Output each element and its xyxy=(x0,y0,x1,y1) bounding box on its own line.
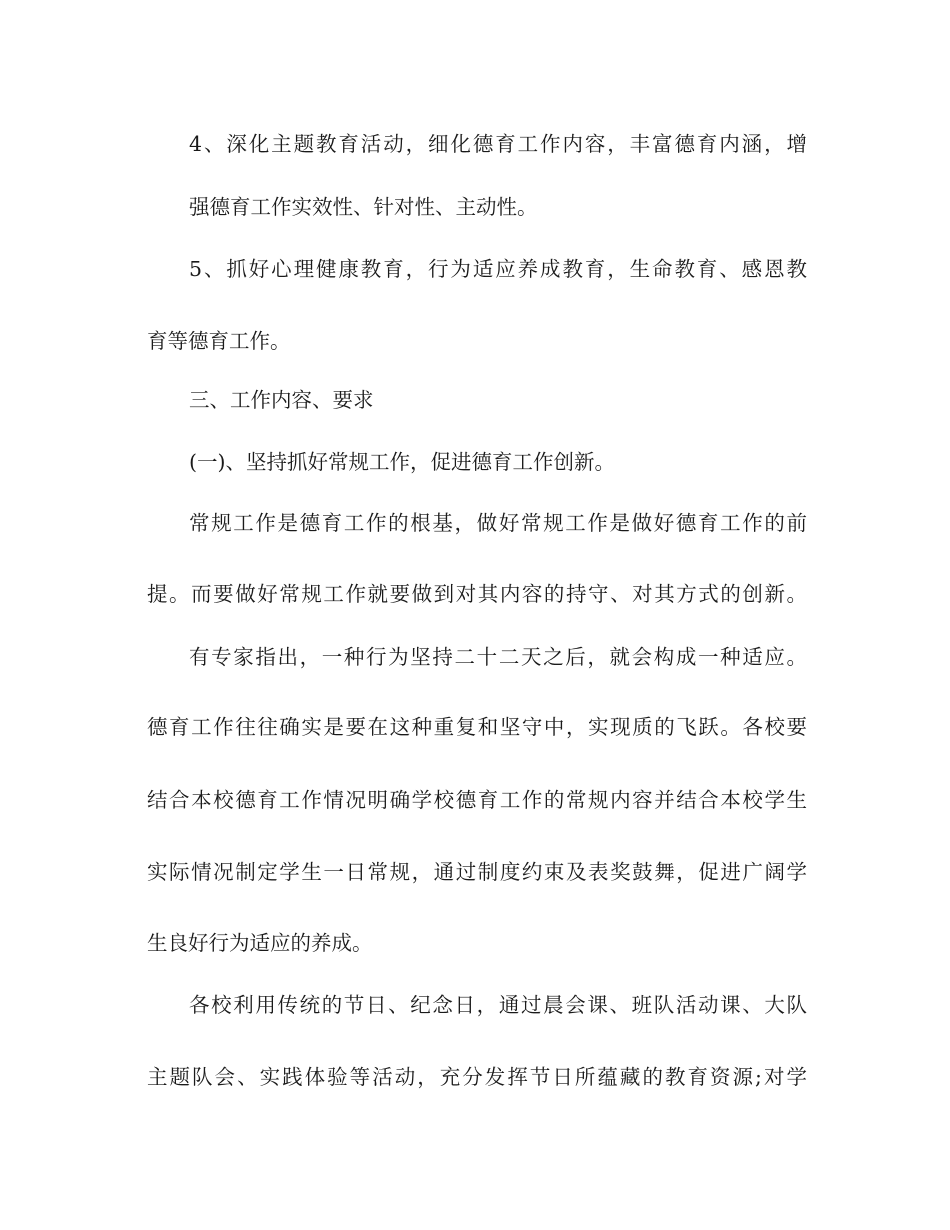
section-heading: 三、工作内容、要求 xyxy=(189,388,374,412)
paragraph-line: 结合本校德育工作情况明确学校德育工作的常规内容并结合本校学生 xyxy=(147,788,807,812)
paragraph-line: 各校利用传统的节日、纪念日，通过晨会课、班队活动课、大队 xyxy=(189,993,807,1017)
paragraph-line: 常规工作是德育工作的根基，做好常规工作是做好德育工作的前 xyxy=(189,511,807,535)
paragraph-line: 育等德育工作。 xyxy=(147,329,291,353)
paragraph-line: 提。而要做好常规工作就要做到对其内容的持守、对其方式的创新。 xyxy=(147,582,807,606)
paragraph-line: 生良好行为适应的养成。 xyxy=(147,931,373,955)
paragraph-line: 强德育工作实效性、针对性、主动性。 xyxy=(189,195,538,219)
paragraph-line: 主题队会、实践体验等活动，充分发挥节日所蕴藏的教育资源;对学 xyxy=(147,1065,807,1089)
paragraph-line: 德育工作往往确实是要在这种重复和坚守中，实现质的飞跃。各校要 xyxy=(147,715,807,739)
paragraph-line: 4、深化主题教育活动，细化德育工作内容，丰富德育内涵，增 xyxy=(189,132,807,156)
paragraph-line: 实际情况制定学生一日常规，通过制度约束及表奖鼓舞，促进广阔学 xyxy=(147,860,807,884)
paragraph-line: 有专家指出，一种行为坚持二十二天之后，就会构成一种适应。 xyxy=(189,645,807,669)
subsection-heading: (一)、坚持抓好常规工作，促进德育工作创新。 xyxy=(189,450,615,474)
paragraph-line: 5、抓好心理健康教育，行为适应养成教育，生命教育、感恩教 xyxy=(189,257,807,281)
